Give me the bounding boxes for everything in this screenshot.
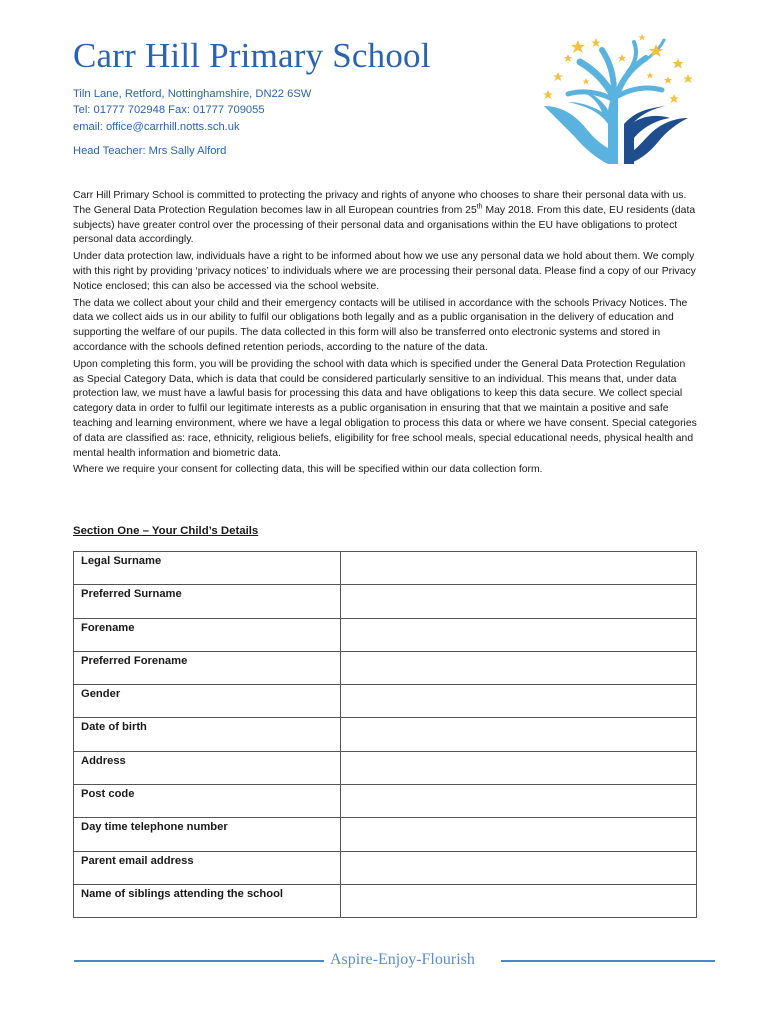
star-icon <box>591 38 601 47</box>
field-input[interactable] <box>341 618 697 651</box>
footer-motto: Aspire-Enjoy-Flourish <box>330 951 475 968</box>
tree-branch-4 <box>618 88 662 96</box>
school-name: Carr Hill Primary School <box>73 36 431 75</box>
form-row <box>74 751 697 784</box>
form-row <box>74 884 697 917</box>
section-one-title: Section One – Your Child’s Details <box>73 525 259 537</box>
field-label: Preferred Forename <box>74 651 341 684</box>
form-row <box>74 585 697 618</box>
field-input[interactable] <box>341 785 697 818</box>
form-row <box>74 785 697 818</box>
form-row <box>74 851 697 884</box>
field-label: Preferred Surname <box>74 585 341 618</box>
field-label: Name of siblings attending the school <box>74 884 341 917</box>
field-input[interactable] <box>341 884 697 917</box>
field-label: Day time telephone number <box>74 818 341 851</box>
star-icon <box>664 76 672 84</box>
school-tree-logo <box>538 32 700 168</box>
paragraph-special-category: Upon completing this form, you will be providing the school with data which is specified under the General Data Protection Regulation as Special Category Data, which is data that could be considered particularly sensitive to an individual. This means that, under data protection law, we must have a lawful basis for processing this data and have obligations to keep this data secure. We collect special category data in order to fulfil our legitimate interests as a public organisation in ensuring that that we maintain a positive and safe teaching and learning environment, where we have a legal obligation to process this data or where we have consent. Special categories of data are classified as: race, ethnicity, religious beliefs, eligibility for free school meals, special educational needs, physical health and mental health information and biometric data. <box>73 358 697 459</box>
field-label: Address <box>74 751 341 784</box>
footer-rule-left <box>74 960 324 962</box>
school-email[interactable]: email: office@carrhill.notts.sch.uk <box>73 120 240 133</box>
school-address: Tiln Lane, Retford, Nottinghamshire, DN22 6SW <box>73 88 312 100</box>
field-input[interactable] <box>341 685 697 718</box>
field-label: Parent email address <box>74 851 341 884</box>
star-icon <box>553 72 563 81</box>
form-row <box>74 552 697 585</box>
paragraph-gdpr: Carr Hill Primary School is committed to protecting the privacy and rights of anyone who chooses to share their personal data with us. The General Data Protection Regulation becomes law in all European countries from 25th May 2018. From this date, EU residents (data subjects) have greater control over the processing of their personal data and organisations within the EU have obligations to protect personal data accordingly. <box>73 190 696 246</box>
field-input[interactable] <box>341 651 697 684</box>
child-details-table <box>73 551 697 918</box>
field-input[interactable] <box>341 818 697 851</box>
field-input[interactable] <box>341 585 697 618</box>
field-input[interactable] <box>341 751 697 784</box>
footer-rule-right <box>501 960 715 962</box>
tree-hand-light <box>544 106 608 164</box>
form-row <box>74 818 697 851</box>
paragraph-right-to-be-informed: Under data protection law, individuals have a right to be informed about how we use any personal data we hold about them. We comply with this right by providing ‘privacy notices’ to individuals where we are processing their personal data. Please find a copy of our Privacy Notice enclosed; this can also be accessed via the school website. <box>73 251 696 292</box>
field-label: Forename <box>74 618 341 651</box>
star-icon <box>669 94 679 103</box>
form-row <box>74 651 697 684</box>
field-label: Legal Surname <box>74 552 341 585</box>
star-icon <box>583 78 590 85</box>
form-row <box>74 718 697 751</box>
paragraph-data-collection: The data we collect about your child and their emergency contacts will be utilised in accordance with the schools Privacy Notices. The data we collect aids us in our ability to fulfil our obligations both legally and as a public organisation in the delivery of education and supporting the welfare of our pupils. The data collected in this form will also be transferred onto electronic systems and stored in accordance with the schools defined retention periods, according to the nature of the data. <box>73 297 688 353</box>
head-teacher: Head Teacher: Mrs Sally Alford <box>73 145 227 157</box>
field-label: Post code <box>74 785 341 818</box>
paragraph-consent: Where we require your consent for collecting data, this will be specified within our data collection form. <box>73 464 543 476</box>
star-icon <box>564 54 572 62</box>
privacy-statement <box>73 189 697 480</box>
field-label: Gender <box>74 685 341 718</box>
school-phone: Tel: 01777 702948 Fax: 01777 709055 <box>73 104 265 117</box>
star-icon <box>543 90 553 99</box>
star-icon <box>673 58 684 69</box>
field-input[interactable] <box>341 718 697 751</box>
star-icon <box>571 40 585 53</box>
field-input[interactable] <box>341 552 697 585</box>
contact-block <box>73 86 311 135</box>
form-row <box>74 618 697 651</box>
star-icon <box>647 72 654 79</box>
field-input[interactable] <box>341 851 697 884</box>
star-icon <box>639 34 646 41</box>
field-label: Date of birth <box>74 718 341 751</box>
star-icon <box>618 54 626 62</box>
star-icon <box>683 74 693 83</box>
form-row <box>74 685 697 718</box>
